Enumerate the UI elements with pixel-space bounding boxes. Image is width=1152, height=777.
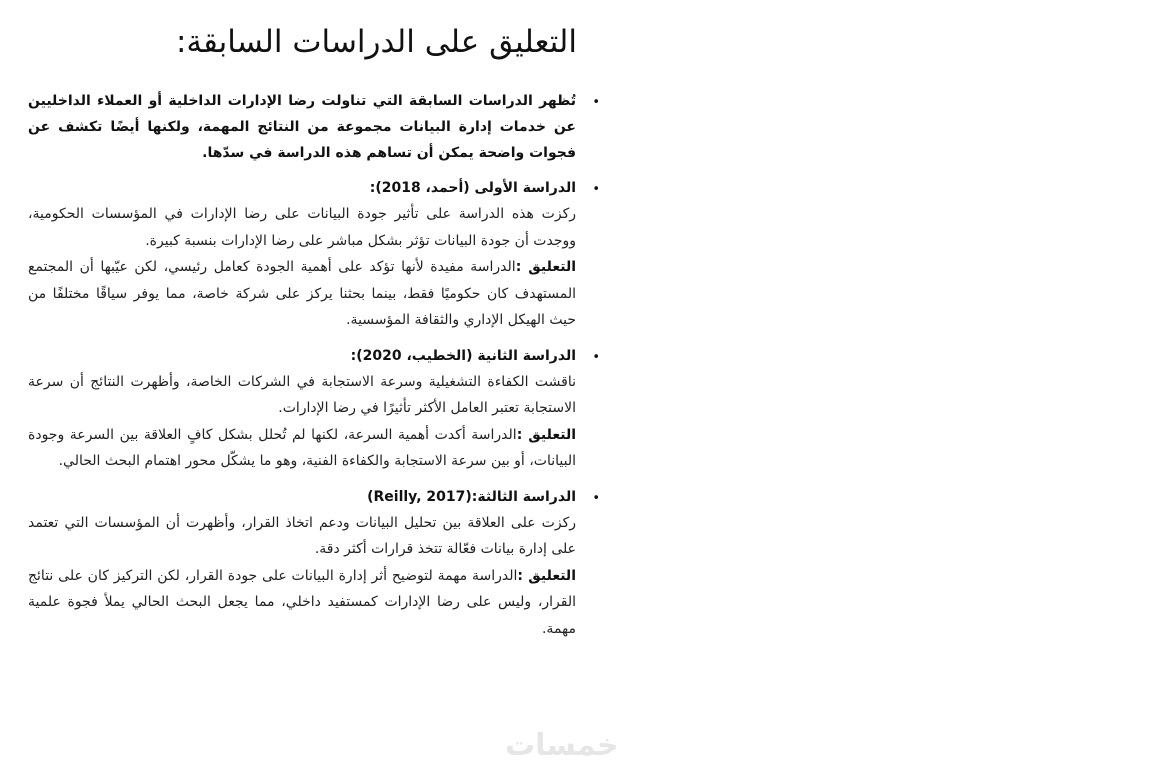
watermark-logo: خمسات [505,728,619,763]
comment-text: الدراسة مفيدة لأنها تؤكد على أهمية الجودة كعامل رئيسي، لكن عيّبها أن المجتمع المستهدف كان حكوميًا فقط، بينما بحثنا يركز على شركة خاصة، مما يوفر سياقًا مختلفًا من حيث الهيكل الإداري والثقافة المؤسسية. [28,259,576,328]
list-item-study-2 [28,343,600,475]
comment-label: التعليق : [515,259,576,275]
study-comment [28,422,576,475]
study-summary: ركزت على العلاقة بين تحليل البيانات ودعم اتخاذ القرار، وأظهرت أن المؤسسات التي تعتمد على إدارة بيانات فعّالة تتخذ قرارات أكثر دقة. [28,514,576,557]
content-list [28,88,600,651]
study-heading: الدراسة الثالثة:(Reilly, 2017) [367,488,576,505]
study-comment [28,563,576,643]
comment-text: الدراسة مهمة لتوضيح أثر إدارة البيانات على جودة القرار، لكن التركيز كان على نتائج القرار، وليس على رضا الإدارات كمستفيد داخلي، مما يجعل البحث الحالي يملأ فجوة علمية مهمة. [28,567,576,637]
bullet-icon: • [592,95,600,110]
study-heading: الدراسة الثانية (الخطيب، 2020): [350,347,576,364]
study-summary: ناقشت الكفاءة التشغيلية وسرعة الاستجابة في الشركات الخاصة، وأظهرت النتائج أن سرعة الاستجابة تعتبر العامل الأكثر تأثيرًا في رضا الإدارات. [28,373,576,416]
study-heading: الدراسة الأولى (أحمد، 2018): [369,180,576,196]
comment-label: التعليق : [516,426,576,443]
bullet-icon: • [592,349,600,365]
bullet-icon: • [592,490,600,506]
study-comment [28,254,576,334]
comment-label: التعليق : [517,567,576,584]
study-summary: ركزت هذه الدراسة على تأثير جودة البيانات على رضا الإدارات في المؤسسات الحكومية، ووجدت أن جودة البيانات تؤثر بشكل مباشر على رضا الإدارات بنسبة كبيرة. [28,206,576,249]
list-item-intro [28,88,600,166]
list-item-study-3 [28,484,600,643]
intro-paragraph: تُظهر الدراسات السابقة التي تناولت رضا الإدارات الداخلية أو العملاء الداخليين عن خدمات إدارة البيانات مجموعة من النتائج المهمة، ولكنها أيضًا تكشف عن فجوات واضحة يمكن أن تساهم هذه الدراسة في سدّها. [28,93,576,161]
list-item-study-1 [28,175,600,334]
comment-text: الدراسة أكدت أهمية السرعة، لكنها لم تُحلل بشكل كافٍ العلاقة بين السرعة وجودة البيانات، أو بين سرعة الاستجابة والكفاءة الفنية، وهو ما يشكّل محور اهتمام البحث الحالي. [28,426,576,469]
page-title: التعليق على الدراسات السابقة: [175,24,577,60]
bullet-icon: • [592,182,600,197]
